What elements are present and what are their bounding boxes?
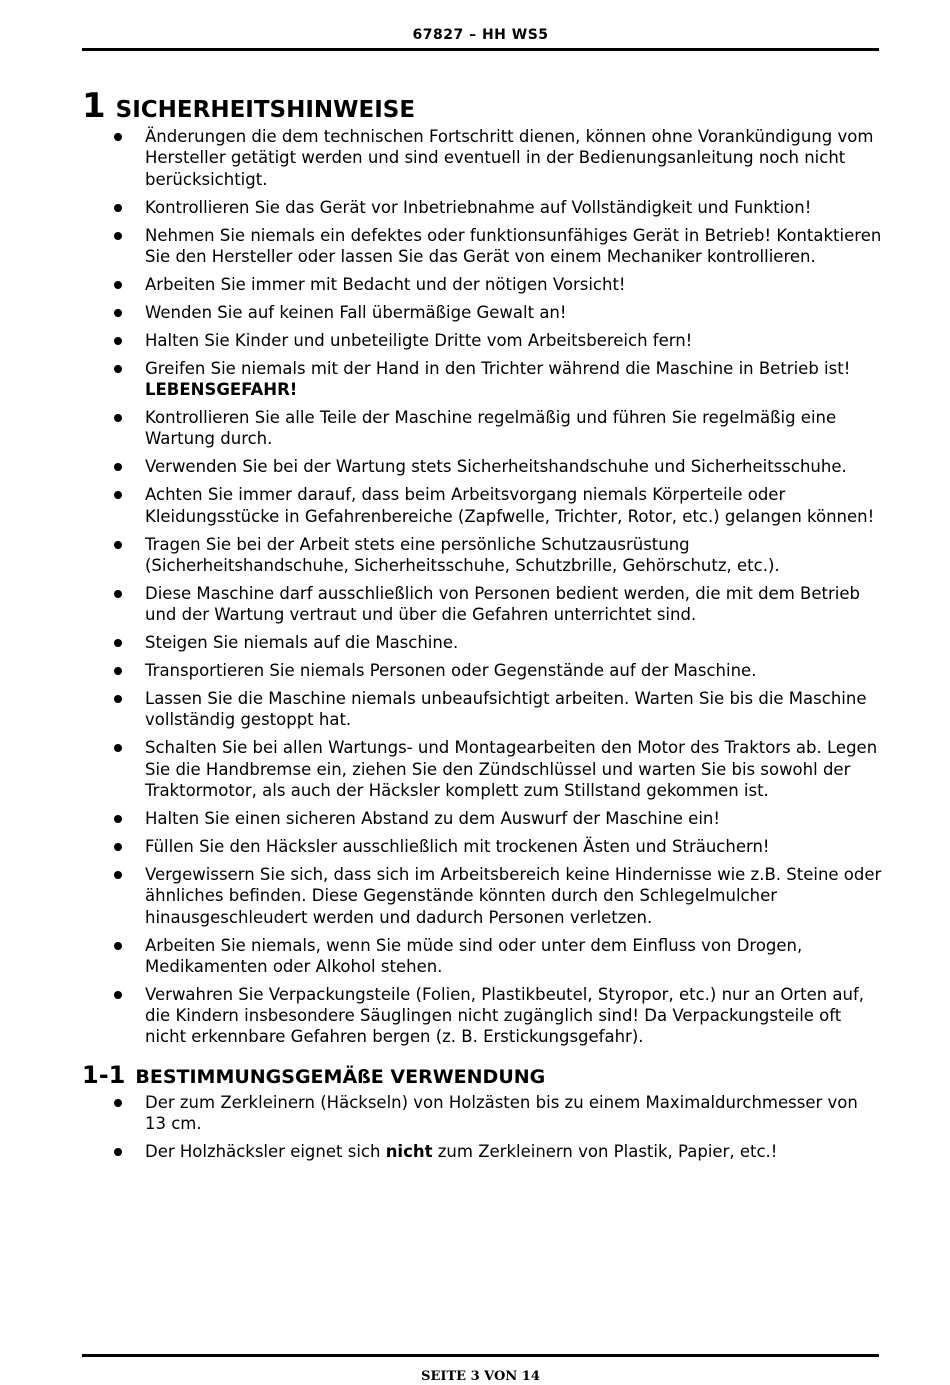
bullet-icon bbox=[114, 744, 122, 752]
page-header bbox=[82, 24, 879, 51]
list-item: Der zum Zerkleinern (Häckseln) von Holzästen bis zu einem Maximaldurchmesser von 13 cm. bbox=[82, 1092, 882, 1135]
list-item: Tragen Sie bei der Arbeit stets eine persönliche Schutzausrüstung (Sicherheitshandschuhe, Sicherheitsschuhe, Schutzbrille, Gehörschutz, etc.). bbox=[82, 534, 882, 577]
list-item: Achten Sie immer darauf, dass beim Arbeitsvorgang niemals Körperteile oder Kleidungsstücke in Gefahrenbereiche (Zapfwelle, Trichter, Rotor, etc.) gelangen können! bbox=[82, 484, 882, 527]
section-title: SICHERHEITSHINWEISE bbox=[115, 97, 416, 123]
list-item: Transportieren Sie niemals Personen oder Gegenstände auf der Maschine. bbox=[82, 660, 882, 681]
bullet-icon bbox=[114, 232, 122, 240]
list-item: Halten Sie einen sicheren Abstand zu dem Auswurf der Maschine ein! bbox=[82, 808, 882, 829]
bullet-icon bbox=[114, 843, 122, 851]
list-item: Halten Sie Kinder und unbeteiligte Dritte vom Arbeitsbereich fern! bbox=[82, 330, 882, 351]
list-item: Verwenden Sie bei der Wartung stets Sicherheitshandschuhe und Sicherheitsschuhe. bbox=[82, 456, 882, 477]
section-title: BESTIMMUNGSGEMÄßE VERWENDUNG bbox=[135, 1065, 546, 1088]
page-number: SEITE 3 VON 14 bbox=[421, 1369, 540, 1384]
bullet-icon bbox=[114, 639, 122, 647]
list-item: Kontrollieren Sie das Gerät vor Inbetriebnahme auf Vollständigkeit und Funktion! bbox=[82, 197, 882, 218]
bullet-icon bbox=[114, 1099, 122, 1107]
list-item: Der Holzhäcksler eignet sich nicht zum Zerkleinern von Plastik, Papier, etc.! bbox=[82, 1141, 882, 1162]
document-id: 67827 – HH WS5 bbox=[412, 27, 549, 43]
safety-list bbox=[82, 126, 882, 1048]
list-item: Verwahren Sie Verpackungsteile (Folien, Plastikbeutel, Styropor, etc.) nur an Orten auf, die Kindern insbesondere Säuglingen nicht zugänglich sind! Da Verpackungsteile oft nicht erkennbare Gefahren bergen (z. B. Erstickungsgefahr). bbox=[82, 984, 882, 1048]
danger-warning: LEBENSGEFAHR! bbox=[145, 380, 298, 400]
emphasis-not: nicht bbox=[385, 1142, 433, 1162]
bullet-icon bbox=[114, 309, 122, 317]
intended-use-list bbox=[82, 1092, 882, 1163]
list-item: Nehmen Sie niemals ein defektes oder funktionsunfähiges Gerät in Betrieb! Kontaktieren Sie den Hersteller oder lassen Sie das Gerät von einem Mechaniker kontrollieren. bbox=[82, 225, 882, 268]
bullet-icon bbox=[114, 695, 122, 703]
bullet-icon bbox=[114, 991, 122, 999]
list-item: Kontrollieren Sie alle Teile der Maschine regelmäßig und führen Sie regelmäßig eine Wartung durch. bbox=[82, 407, 882, 450]
section-number: 1 bbox=[82, 86, 106, 126]
bullet-icon bbox=[114, 491, 122, 499]
bullet-icon bbox=[114, 815, 122, 823]
bullet-icon bbox=[114, 204, 122, 212]
bullet-icon bbox=[114, 281, 122, 289]
bullet-icon bbox=[114, 541, 122, 549]
section-heading-intended-use bbox=[82, 1058, 882, 1092]
list-item: Arbeiten Sie immer mit Bedacht und der nötigen Vorsicht! bbox=[82, 274, 882, 295]
section-heading-safety bbox=[82, 86, 882, 126]
list-item: Greifen Sie niemals mit der Hand in den Trichter während die Maschine in Betrieb ist! LEBENSGEFAHR! bbox=[82, 358, 882, 401]
section-number: 1-1 bbox=[82, 1060, 126, 1089]
page-content bbox=[82, 86, 882, 1169]
bullet-icon bbox=[114, 590, 122, 598]
bullet-icon bbox=[114, 667, 122, 675]
list-item: Steigen Sie niemals auf die Maschine. bbox=[82, 632, 882, 653]
bullet-icon bbox=[114, 871, 122, 879]
bullet-icon bbox=[114, 133, 122, 141]
list-item: Diese Maschine darf ausschließlich von Personen bedient werden, die mit dem Betrieb und der Wartung vertraut und über die Gefahren unterrichtet sind. bbox=[82, 583, 882, 626]
bullet-icon bbox=[114, 942, 122, 950]
list-item: Lassen Sie die Maschine niemals unbeaufsichtigt arbeiten. Warten Sie bis die Maschine vollständig gestoppt hat. bbox=[82, 688, 882, 731]
bullet-icon bbox=[114, 337, 122, 345]
list-item: Wenden Sie auf keinen Fall übermäßige Gewalt an! bbox=[82, 302, 882, 323]
list-item: Arbeiten Sie niemals, wenn Sie müde sind oder unter dem Einfluss von Drogen, Medikamenten oder Alkohol stehen. bbox=[82, 935, 882, 978]
bullet-icon bbox=[114, 463, 122, 471]
page-footer bbox=[82, 1354, 879, 1385]
bullet-icon bbox=[114, 365, 122, 373]
list-item: Vergewissern Sie sich, dass sich im Arbeitsbereich keine Hindernisse wie z.B. Steine oder ähnliches befinden. Diese Gegenstände könnten durch den Schlegelmulcher hinausgeschleudert werden und dadurch Personen verletzen. bbox=[82, 864, 882, 928]
bullet-icon bbox=[114, 414, 122, 422]
list-item: Schalten Sie bei allen Wartungs- und Montagearbeiten den Motor des Traktors ab. Legen Sie die Handbremse ein, ziehen Sie den Zündschlüssel und warten Sie bis sowohl der Traktormotor, als auch der Häcksler komplett zum Stillstand gekommen ist. bbox=[82, 737, 882, 801]
list-item: Füllen Sie den Häcksler ausschließlich mit trockenen Ästen und Sträuchern! bbox=[82, 836, 882, 857]
list-item: Änderungen die dem technischen Fortschritt dienen, können ohne Vorankündigung vom Hersteller getätigt werden und sind eventuell in der Bedienungsanleitung noch nicht berücksichtigt. bbox=[82, 126, 882, 190]
bullet-icon bbox=[114, 1148, 122, 1156]
